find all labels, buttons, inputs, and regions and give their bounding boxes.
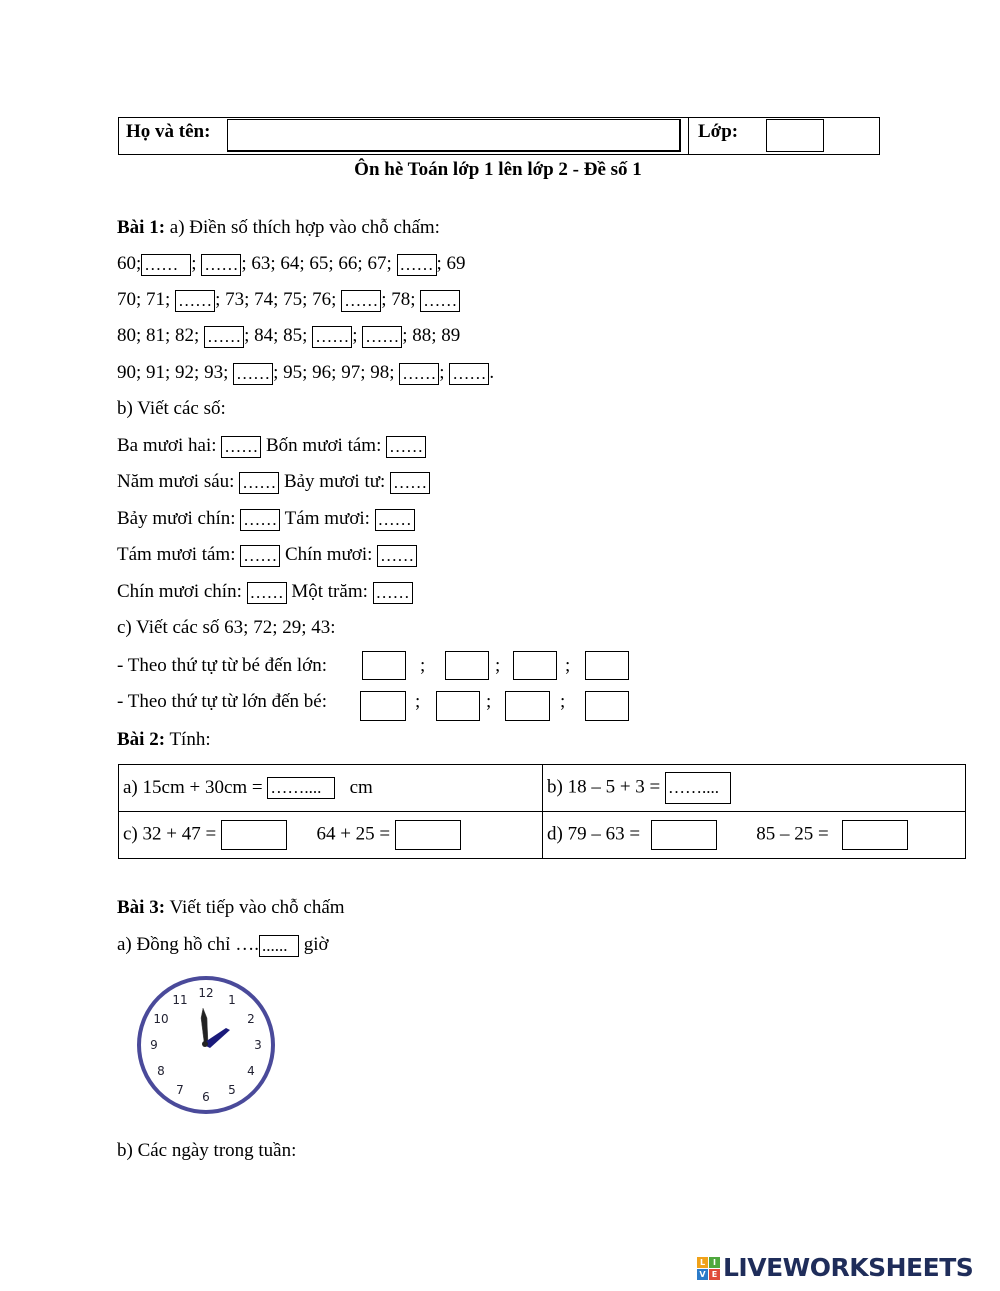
word-label: Tám mươi: — [284, 508, 370, 529]
seq-blank[interactable]: …… — [362, 326, 402, 348]
seq-blank[interactable]: …… — [399, 363, 439, 385]
seq-text: ; 84; 85; — [244, 325, 313, 346]
seq-text: 80; 81; 82; — [117, 325, 205, 346]
seq-blank[interactable]: …… — [175, 290, 215, 312]
order-desc-label: - Theo thứ tự từ lớn đến bé: — [117, 691, 327, 712]
class-label: Lớp: — [698, 121, 739, 142]
seq-row-4 — [117, 362, 494, 385]
word-label: Tám mươi tám: — [117, 544, 236, 565]
clock-number: 8 — [157, 1064, 165, 1078]
words-row-5 — [117, 581, 413, 604]
calc-blank[interactable]: …….... — [267, 777, 335, 799]
word-label: Ba mươi hai: — [117, 435, 217, 456]
bai3-part-b: b) Các ngày trong tuần: — [117, 1140, 297, 1161]
order-desc-box-4[interactable] — [585, 691, 629, 721]
word-label: Một trăm: — [291, 581, 368, 602]
logo-letter: L — [697, 1257, 708, 1268]
logo-letter: V — [697, 1269, 708, 1280]
seq-row-3 — [117, 325, 460, 348]
order-asc-label: - Theo thứ tự từ bé đến lớn: — [117, 655, 327, 676]
seq-text: ; 69 — [436, 253, 466, 274]
word-blank[interactable]: …… — [375, 509, 415, 531]
clock-number: 1 — [228, 993, 236, 1007]
bai3-heading: Bài 3: — [117, 897, 166, 918]
calc-answer-box[interactable] — [651, 820, 717, 850]
word-label: Năm mươi sáu: — [117, 471, 235, 492]
seq-blank[interactable]: …… — [201, 254, 241, 276]
bai3-a-text: a) Đồng hồ chỉ …. — [117, 934, 259, 955]
clock-number: 10 — [153, 1012, 169, 1026]
name-label: Họ và tên: — [126, 121, 211, 142]
header-divider — [688, 117, 689, 155]
calc-answer-box[interactable] — [221, 820, 287, 850]
seq-text: ; — [439, 362, 450, 383]
word-blank[interactable]: …… — [390, 472, 430, 494]
seq-text: . — [489, 362, 495, 383]
seq-blank[interactable]: …… — [233, 363, 273, 385]
calc-expr: c) 32 + 47 = — [123, 823, 217, 845]
word-label: Bảy mươi chín: — [117, 508, 236, 529]
calc-expr: 64 + 25 = — [316, 823, 391, 845]
calc-table — [118, 764, 966, 859]
word-blank[interactable]: …… — [240, 545, 280, 567]
order-desc-box-1[interactable] — [360, 691, 406, 721]
bai1-heading: Bài 1: — [117, 217, 166, 238]
calc-cell-b — [543, 765, 966, 812]
seq-text: ; 73; 74; 75; 76; — [215, 289, 342, 310]
words-row-3 — [117, 508, 415, 531]
order-sep: ; — [420, 655, 426, 676]
clock-number: 5 — [228, 1083, 236, 1097]
bai3-a-unit: giờ — [303, 934, 329, 955]
seq-text: ; — [352, 325, 363, 346]
word-blank[interactable]: …… — [247, 582, 287, 604]
order-sep: ; — [495, 655, 501, 676]
calc-expr: 85 – 25 = — [756, 823, 829, 845]
seq-blank[interactable]: …… — [141, 254, 191, 276]
seq-text: ; 78; — [381, 289, 421, 310]
word-label: Chín mươi chín: — [117, 581, 242, 602]
calc-cell-c — [119, 812, 543, 859]
clock-number: 3 — [254, 1038, 262, 1052]
clock-number: 2 — [247, 1012, 255, 1026]
word-label: Bốn mươi tám: — [266, 435, 382, 456]
seq-text: ; 63; 64; 65; 66; 67; — [241, 253, 397, 274]
calc-cell-d — [543, 812, 966, 859]
calc-cell-a — [119, 765, 543, 812]
clock-number: 6 — [202, 1090, 210, 1104]
logo-letter: E — [709, 1269, 720, 1280]
seq-blank[interactable]: …… — [397, 254, 437, 276]
words-row-2 — [117, 471, 430, 494]
bai3-label: Viết tiếp vào chỗ chấm — [169, 897, 345, 918]
clock-image — [134, 972, 278, 1118]
seq-text: ; 88; 89 — [402, 325, 461, 346]
order-sep: ; — [486, 691, 492, 712]
order-asc-box-2[interactable] — [445, 651, 489, 680]
class-input[interactable] — [766, 119, 824, 152]
bai1-heading-line — [117, 217, 440, 239]
order-desc-box-2[interactable] — [436, 691, 480, 721]
brand-logo — [697, 1257, 721, 1281]
word-label: Chín mươi: — [285, 544, 373, 565]
word-blank[interactable]: …… — [386, 436, 426, 458]
seq-text: 60; — [117, 253, 142, 274]
bai3-heading-line — [117, 897, 345, 919]
bai1-part-b: b) Viết các số: — [117, 398, 226, 419]
order-asc-box-3[interactable] — [513, 651, 557, 680]
logo-letter: I — [709, 1257, 720, 1268]
seq-blank[interactable]: …… — [420, 290, 460, 312]
seq-blank[interactable]: …… — [204, 326, 244, 348]
order-sep: ; — [415, 691, 421, 712]
word-blank[interactable]: …… — [377, 545, 417, 567]
calc-answer-box[interactable] — [395, 820, 461, 850]
word-blank[interactable]: …… — [240, 509, 280, 531]
word-label: Bảy mươi tư: — [283, 471, 386, 492]
calc-blank[interactable]: …….... — [665, 772, 731, 804]
page-title: Ôn hè Toán lớp 1 lên lớp 2 - Đề số 1 — [354, 159, 642, 180]
calc-answer-box[interactable] — [842, 820, 908, 850]
calc-expr: b) 18 – 5 + 3 = — [547, 776, 661, 798]
seq-text: ; — [191, 253, 202, 274]
name-input[interactable] — [227, 119, 681, 152]
bai2-label: Tính: — [169, 729, 211, 750]
order-sep: ; — [565, 655, 571, 676]
calc-expr: d) 79 – 63 = — [547, 823, 641, 845]
clock-number: 7 — [176, 1083, 184, 1097]
bai3-a-line — [117, 934, 329, 957]
calc-unit: cm — [349, 776, 373, 798]
seq-blank[interactable]: …… — [449, 363, 489, 385]
bai1-part-a: a) Điền số thích hợp vào chỗ chấm: — [169, 217, 440, 238]
brand-text: LIVEWORKSHEETS — [723, 1253, 974, 1282]
order-asc-box-1[interactable] — [362, 651, 406, 680]
order-asc-box-4[interactable] — [585, 651, 629, 680]
seq-blank[interactable]: …… — [312, 326, 352, 348]
clock-number: 4 — [247, 1064, 255, 1078]
seq-row-1 — [117, 253, 466, 276]
clock-number: 12 — [198, 986, 214, 1000]
clock-number: 11 — [172, 993, 188, 1007]
bai1-part-c: c) Viết các số 63; 72; 29; 43: — [117, 617, 336, 638]
order-desc-box-3[interactable] — [505, 691, 550, 721]
seq-row-2 — [117, 289, 460, 312]
word-blank[interactable]: …… — [239, 472, 279, 494]
words-row-1 — [117, 435, 426, 458]
bai2-heading: Bài 2: — [117, 729, 166, 750]
seq-text: 70; 71; — [117, 289, 176, 310]
bai2-heading-line — [117, 729, 211, 751]
word-blank[interactable]: …… — [373, 582, 413, 604]
clock-answer-blank[interactable]: ...... — [259, 935, 299, 957]
order-sep: ; — [560, 691, 566, 712]
words-row-4 — [117, 544, 417, 567]
seq-text: 90; 91; 92; 93; — [117, 362, 234, 383]
clock-number: 9 — [150, 1038, 158, 1052]
seq-text: ; 95; 96; 97; 98; — [273, 362, 400, 383]
calc-expr: a) 15cm + 30cm = — [123, 776, 263, 798]
word-blank[interactable]: …… — [221, 436, 261, 458]
seq-blank[interactable]: …… — [341, 290, 381, 312]
